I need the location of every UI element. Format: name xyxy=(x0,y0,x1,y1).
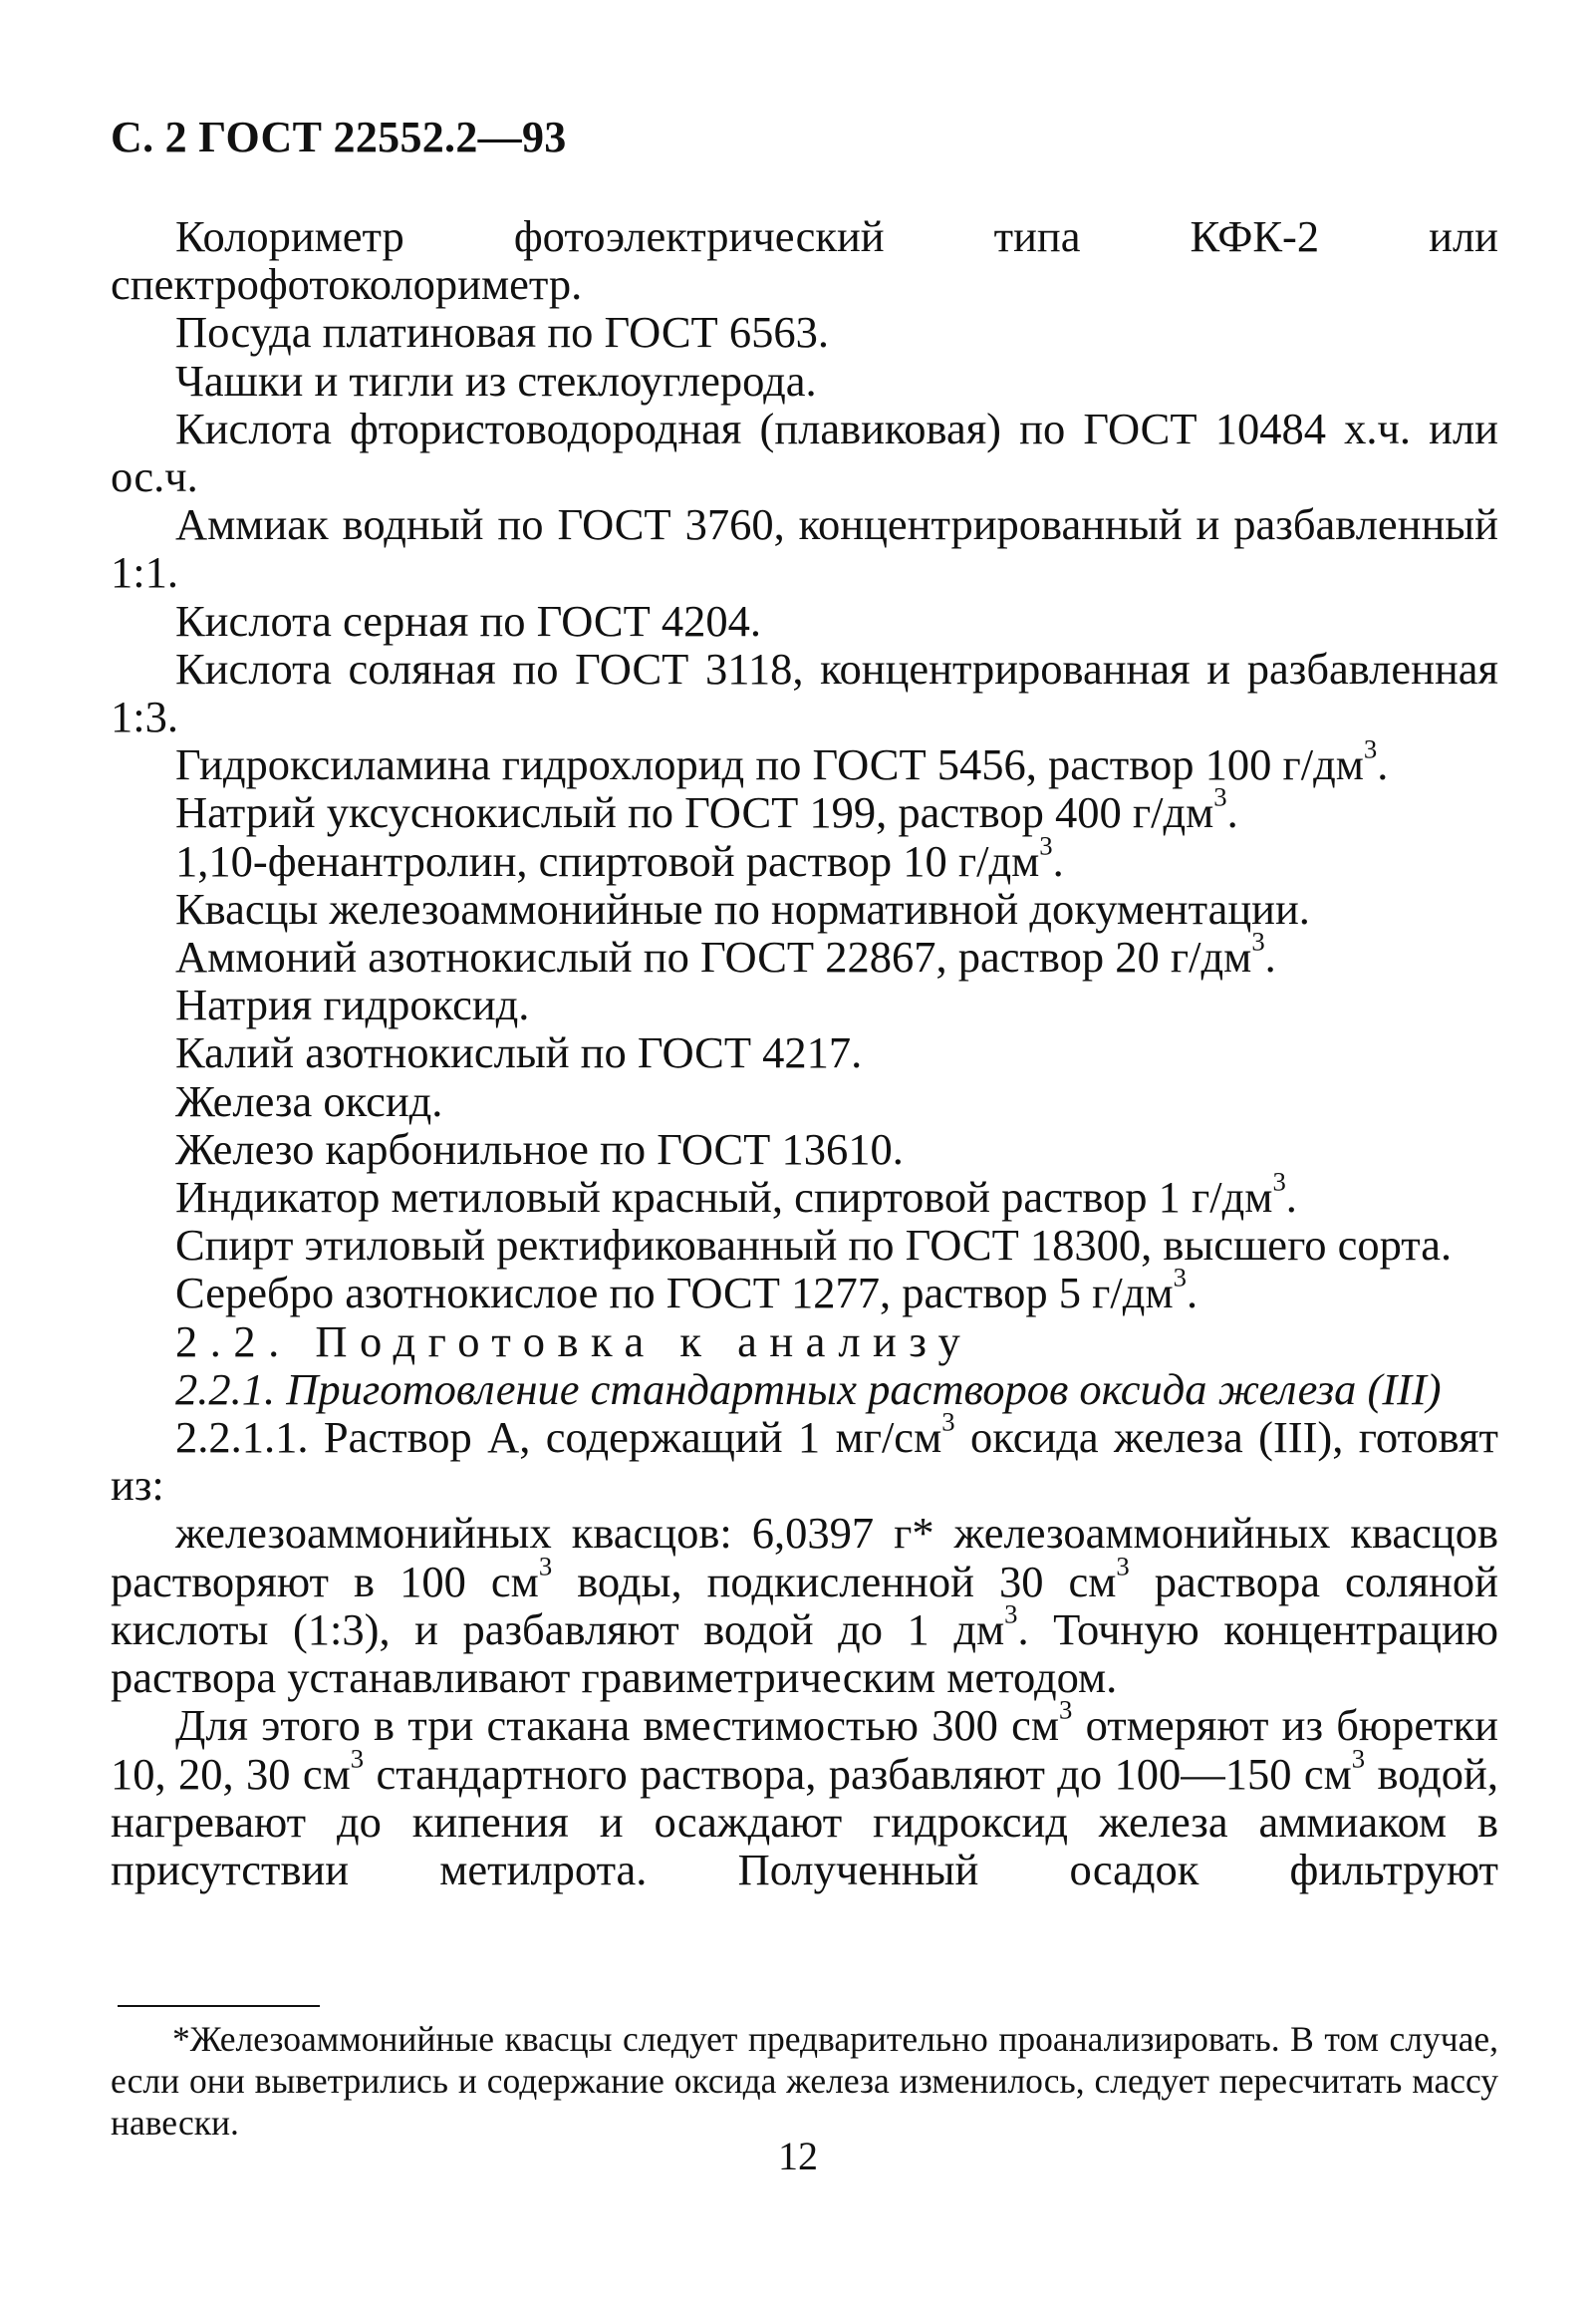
superscript: 3 xyxy=(538,1551,553,1581)
footnote xyxy=(111,2018,1498,2144)
subsection-heading xyxy=(111,1365,1498,1413)
superscript: 3 xyxy=(1251,926,1265,957)
paragraph-text: . Точную концентрацию раствора устанавливают гравиметрическим методом. xyxy=(111,1603,1499,1703)
paragraph xyxy=(111,1509,1498,1701)
paragraph: Посуда платиновая по ГОСТ 6563. xyxy=(175,307,829,358)
subsection-heading-text: 2.2.1. Приготовление стандартных растворов оксида железа (III) xyxy=(175,1363,1442,1414)
superscript: 3 xyxy=(1039,830,1053,861)
paragraph-text: 2.2.1.1. Раствор А, содержащий 1 мг/см xyxy=(175,1412,942,1463)
paragraph: Спирт этиловый ректификованный по ГОСТ 18300, высшего сорта. xyxy=(175,1220,1453,1271)
document-body xyxy=(111,212,1498,1893)
paragraph-text: стандартного раствора, разбавляют до 100—150 см xyxy=(364,1748,1352,1799)
paragraph-text: . xyxy=(1186,1268,1198,1318)
superscript: 3 xyxy=(350,1743,365,1774)
paragraph xyxy=(111,782,1498,838)
paragraph-text: Индикатор метиловый красный, спиртовой раствор 1 г/дм xyxy=(175,1172,1273,1223)
paragraph-text: воды, подкисленной 30 см xyxy=(552,1556,1117,1606)
paragraph xyxy=(111,1694,1498,1894)
paragraph-text: раствора соляной кислоты (1:3), и разбавляют водой до 1 дм xyxy=(111,1556,1498,1654)
paragraph-text: оксида железа (III), готовят из: xyxy=(111,1412,1499,1511)
paragraph: Аммиак водный по ГОСТ 3760, концентрированный и разбавленный 1:1. xyxy=(111,499,1498,598)
paragraph xyxy=(111,1406,1499,1511)
paragraph: Натрия гидроксид. xyxy=(175,980,530,1030)
paragraph-text: . xyxy=(1377,739,1389,790)
paragraph-text: . xyxy=(1285,1172,1297,1223)
paragraph xyxy=(111,926,1498,983)
paragraph-text: . xyxy=(1264,932,1276,983)
paragraph xyxy=(111,830,1498,886)
paragraph-text: Для этого в три стакана вместимостью 300 см xyxy=(175,1700,1060,1751)
paragraph-text: 1,10-фенантролин, спиртовой раствор 10 г/дм xyxy=(175,835,1040,886)
paragraph-text: отмеряют из бюретки 10, 20, 30 см xyxy=(111,1700,1498,1799)
page-header: С. 2 ГОСТ 22552.2—93 xyxy=(111,113,567,161)
paragraph-text: Гидроксиламина гидрохлорид по ГОСТ 5456, раствор 100 г/дм xyxy=(175,739,1364,790)
paragraph-text: Натрий уксуснокислый по ГОСТ 199, раствор 400 г/дм xyxy=(175,787,1214,838)
superscript: 3 xyxy=(1272,1166,1286,1197)
paragraph: Колориметр фотоэлектрический типа КФК-2 или спектрофотоколориметр. xyxy=(111,211,1498,310)
superscript: 3 xyxy=(1213,782,1227,813)
superscript: 3 xyxy=(1004,1598,1018,1629)
paragraph xyxy=(111,1263,1498,1318)
superscript: 3 xyxy=(941,1406,955,1437)
section-heading: 2.2. Подготовка к анализу xyxy=(175,1315,973,1366)
paragraph: Калий азотнокислый по ГОСТ 4217. xyxy=(175,1027,863,1078)
paragraph xyxy=(111,733,1498,790)
paragraph-text: железоаммонийных квасцов: 6,0397 г* железоаммонийных квасцов растворяют в 100 см xyxy=(111,1508,1498,1606)
footnote-text: *Железоаммонийные квасцы следует предварительно проанализировать. В том случае, если они выветрились и содержание оксида железа изменилось, следует пересчитать массу навески. xyxy=(111,2019,1498,2143)
paragraph: Чашки и тигли из стеклоуглерода. xyxy=(175,355,817,406)
paragraph-text: Серебро азотнокислое по ГОСТ 1277, раствор 5 г/дм xyxy=(175,1268,1174,1318)
paragraph: Кислота фтористоводородная (плавиковая) по ГОСТ 10484 х.ч. или ос.ч. xyxy=(111,403,1498,502)
paragraph-text: Аммоний азотнокислый по ГОСТ 22867, раствор 20 г/дм xyxy=(175,932,1252,983)
paragraph-text: . xyxy=(1052,835,1064,886)
superscript: 3 xyxy=(1351,1743,1366,1774)
paragraph: Кислота соляная по ГОСТ 3118, концентрированная и разбавленная 1:3. xyxy=(111,643,1498,742)
paragraph-text: водой, нагревают до кипения и осаждают гидроксид железа аммиаком в присутствии метилрота. Полученный осадок фильтруют xyxy=(111,1748,1498,1894)
superscript: 3 xyxy=(1059,1694,1073,1725)
paragraph: Кислота серная по ГОСТ 4204. xyxy=(175,595,762,646)
paragraph xyxy=(111,1166,1498,1223)
footnote-divider xyxy=(118,2005,320,2007)
superscript: 3 xyxy=(1173,1263,1187,1293)
paragraph: Железа оксид. xyxy=(175,1075,443,1126)
paragraph: Квасцы железоаммонийные по нормативной документации. xyxy=(175,883,1310,934)
page-number: 12 xyxy=(778,2134,818,2178)
superscript: 3 xyxy=(1363,733,1378,764)
paragraph-text: . xyxy=(1226,787,1238,838)
paragraph: Железо карбонильное по ГОСТ 13610. xyxy=(175,1123,904,1174)
superscript: 3 xyxy=(1116,1551,1130,1581)
